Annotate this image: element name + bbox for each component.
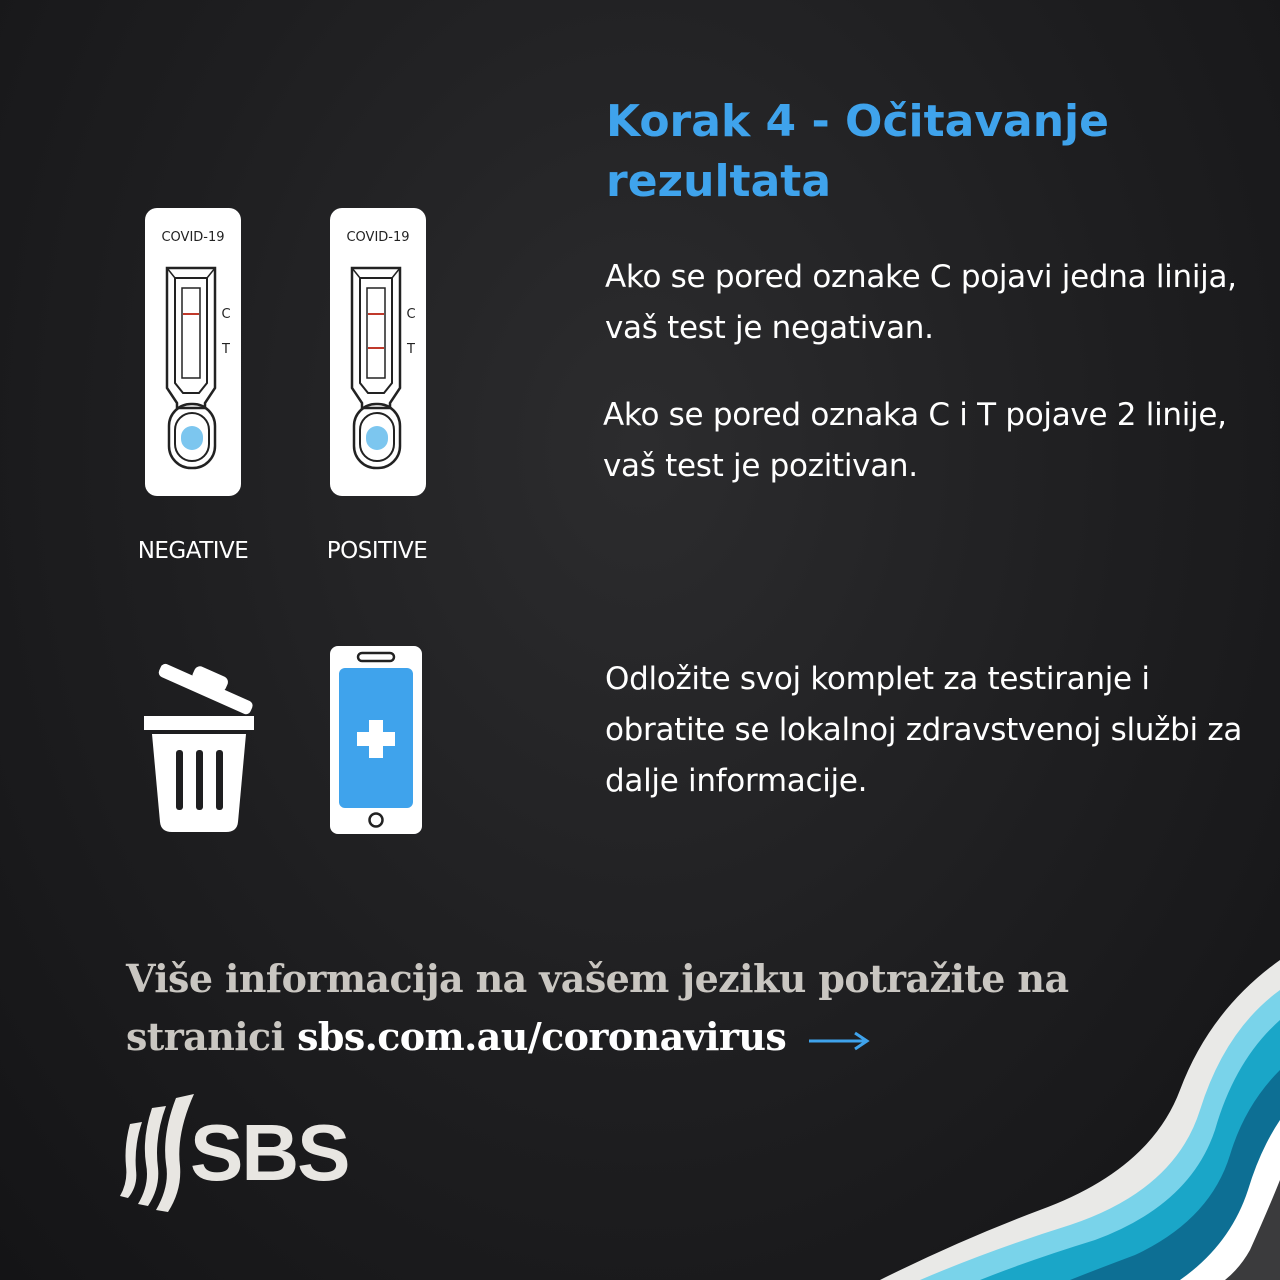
sbs-logo-text: SBS <box>190 1108 349 1197</box>
negative-card-title: COVID-19 <box>161 230 225 245</box>
positive-c-mark: C <box>406 307 416 322</box>
dispose-instruction: Odložite svoj komplet za testiranje i obratite se lokalnoj zdravstvenoj službi za dalje informacije. <box>605 661 1243 799</box>
negative-instruction: Ako se pored oznake C pojavi jedna linija, vaš test je negativan. <box>605 259 1237 346</box>
positive-t-mark: T <box>407 342 415 357</box>
negative-t-mark: T <box>222 342 230 357</box>
trash-bin-icon <box>140 652 258 834</box>
footer-url-link[interactable]: sbs.com.au/coronavirus <box>297 1014 787 1059</box>
negative-c-mark: C <box>221 307 231 322</box>
decorative-wave <box>880 950 1280 1280</box>
phone-medical-icon <box>330 646 422 834</box>
positive-test-card <box>330 208 426 496</box>
positive-instruction: Ako se pored oznaka C i T pojave 2 linije, vaš test je pozitivan. <box>603 397 1227 484</box>
positive-label: POSITIVE <box>326 538 428 564</box>
negative-label: NEGATIVE <box>137 538 249 564</box>
negative-test-card <box>145 208 241 496</box>
footer-prefix: Više informacija na vašem jeziku potražite na stranici <box>126 956 1069 1059</box>
page-title: Korak 4 - Očitavanje rezultata <box>606 96 1109 207</box>
positive-card-title: COVID-19 <box>346 230 410 245</box>
sbs-logo <box>116 1094 200 1212</box>
arrow-right-icon <box>807 1030 871 1052</box>
